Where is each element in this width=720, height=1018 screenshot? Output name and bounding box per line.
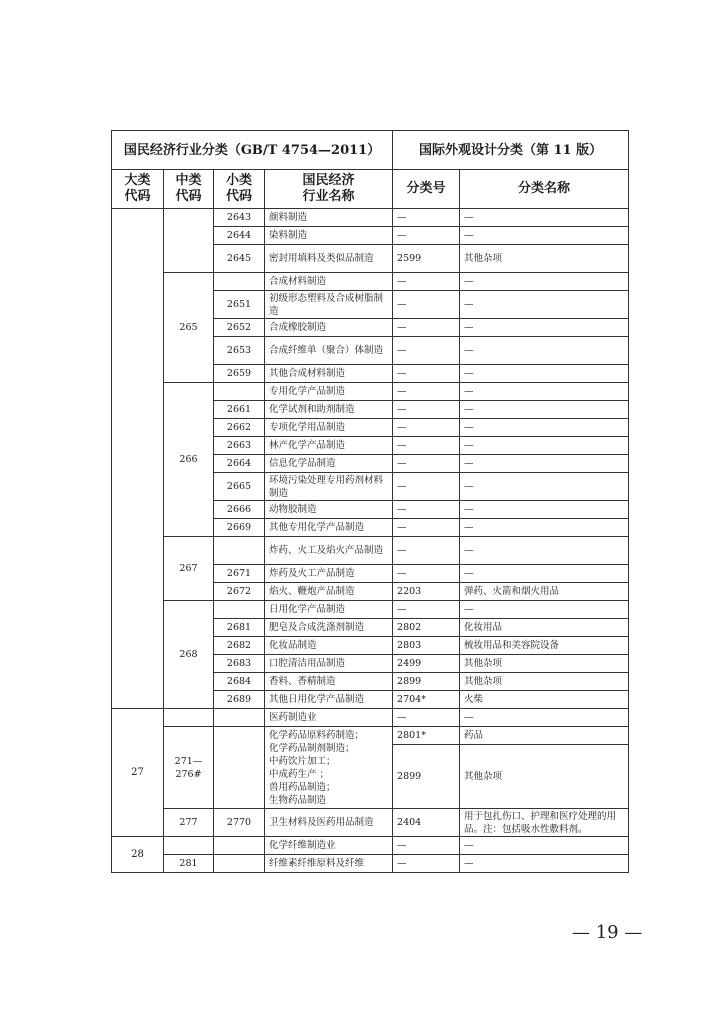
class-name-cell: 其他杂项: [460, 245, 629, 273]
classification-table: [111, 130, 629, 873]
class-name-cell: —: [460, 565, 629, 583]
industry-name-cell: 炸药、火工及焰火产品制造: [265, 537, 393, 565]
minor-code-cell: 2644: [214, 227, 265, 245]
medium-code-cell: [164, 837, 214, 855]
major-code-cell: 28: [112, 837, 164, 873]
industry-name-cell: 合成纤维单（聚合）体制造: [265, 337, 393, 365]
industry-name-cell: 专项化学用品制造: [265, 419, 393, 437]
class-no-cell: —: [393, 837, 460, 855]
class-no-cell: —: [393, 273, 460, 291]
class-name-cell: —: [460, 501, 629, 519]
class-no-cell: —: [393, 601, 460, 619]
minor-code-cell: 2663: [214, 437, 265, 455]
class-name-cell: —: [460, 319, 629, 337]
table-row: [112, 855, 629, 873]
industry-name-cell: 化妆品制造: [265, 637, 393, 655]
class-name-cell: —: [460, 709, 629, 727]
table-row: [112, 383, 629, 401]
medium-code-cell: 268: [164, 601, 214, 709]
medium-code-cell: 277: [164, 809, 214, 837]
class-no-cell: —: [393, 383, 460, 401]
minor-code-cell: 2684: [214, 673, 265, 691]
medium-code-cell: 271— 276#: [164, 727, 214, 809]
minor-code-cell: 2666: [214, 501, 265, 519]
class-no-cell: 2899: [393, 673, 460, 691]
industry-name-cell: 林产化学产品制造: [265, 437, 393, 455]
minor-code-cell: [214, 709, 265, 727]
class-name-cell: —: [460, 855, 629, 873]
class-no-cell: 2803: [393, 637, 460, 655]
class-name-cell: —: [460, 383, 629, 401]
minor-code-cell: 2651: [214, 291, 265, 319]
industry-name-cell: 环境污染处理专用药剂材料制造: [265, 473, 393, 501]
class-no-cell: 2899: [393, 745, 460, 809]
medium-code-cell: 265: [164, 273, 214, 383]
industry-name-cell: 染料制造: [265, 227, 393, 245]
right-section-title: 国际外观设计分类（第 11 版）: [393, 131, 629, 170]
minor-code-cell: 2689: [214, 691, 265, 709]
class-no-cell: —: [393, 401, 460, 419]
class-no-cell: —: [393, 337, 460, 365]
table-header-row: [112, 131, 629, 170]
minor-code-cell: 2683: [214, 655, 265, 673]
class-name-cell: 弹药、火箭和烟火用品: [460, 583, 629, 601]
minor-code-cell: [214, 601, 265, 619]
left-section-title: 国民经济行业分类（GB/T 4754—2011）: [112, 131, 393, 170]
class-no-cell: —: [393, 291, 460, 319]
class-no-cell: —: [393, 319, 460, 337]
class-name-cell: 其他杂项: [460, 745, 629, 809]
minor-code-cell: [214, 383, 265, 401]
medium-code-cell: [164, 209, 214, 273]
minor-code-cell: 2672: [214, 583, 265, 601]
class-no-cell: —: [393, 473, 460, 501]
class-name-cell: —: [460, 455, 629, 473]
minor-code-cell: [214, 273, 265, 291]
industry-name-cell: 专用化学产品制造: [265, 383, 393, 401]
industry-name-cell: 化学药品原料药制造； 化学药品制剂制造； 中药饮片加工； 中成药生产 ； 兽用药品制造； 生物药品制造: [265, 727, 393, 809]
minor-code-cell: 2643: [214, 209, 265, 227]
minor-code-cell: 2661: [214, 401, 265, 419]
table-row: [112, 209, 629, 227]
class-name-cell: 化妆用品: [460, 619, 629, 637]
class-no-cell: 2599: [393, 245, 460, 273]
class-no-cell: —: [393, 519, 460, 537]
industry-name-cell: 信息化学品制造: [265, 455, 393, 473]
table-row: [112, 809, 629, 837]
page-number: — 19 —: [572, 922, 643, 943]
class-name-cell: 其他杂项: [460, 655, 629, 673]
table-row: [112, 537, 629, 565]
class-no-cell: —: [393, 419, 460, 437]
table-row: [112, 273, 629, 291]
col-class-name-header: 分类名称: [460, 170, 629, 209]
class-name-cell: —: [460, 601, 629, 619]
minor-code-cell: 2645: [214, 245, 265, 273]
class-no-cell: 2404: [393, 809, 460, 837]
table-row: [112, 837, 629, 855]
class-no-cell: —: [393, 437, 460, 455]
class-name-cell: —: [460, 473, 629, 501]
industry-name-cell: 合成橡胶制造: [265, 319, 393, 337]
major-code-cell: [112, 209, 164, 709]
class-no-cell: —: [393, 537, 460, 565]
minor-code-cell: 2653: [214, 337, 265, 365]
minor-code-cell: 2664: [214, 455, 265, 473]
minor-code-cell: 2665: [214, 473, 265, 501]
minor-code-cell: 2770: [214, 809, 265, 837]
class-name-cell: —: [460, 837, 629, 855]
class-no-cell: —: [393, 501, 460, 519]
industry-name-cell: 卫生材料及医药用品制造: [265, 809, 393, 837]
class-name-cell: —: [460, 365, 629, 383]
industry-name-cell: 初级形态塑料及合成树脂制造: [265, 291, 393, 319]
industry-name-cell: 合成材料制造: [265, 273, 393, 291]
minor-code-cell: 2652: [214, 319, 265, 337]
industry-name-cell: 颜料制造: [265, 209, 393, 227]
class-name-cell: 其他杂项: [460, 673, 629, 691]
class-name-cell: —: [460, 437, 629, 455]
industry-name-cell: 纤维素纤维原料及纤维: [265, 855, 393, 873]
medium-code-cell: [164, 709, 214, 727]
minor-code-cell: 2659: [214, 365, 265, 383]
class-no-cell: 2704*: [393, 691, 460, 709]
minor-code-cell: 2681: [214, 619, 265, 637]
table-row: [112, 709, 629, 727]
class-no-cell: 2802: [393, 619, 460, 637]
minor-code-cell: 2669: [214, 519, 265, 537]
class-no-cell: —: [393, 365, 460, 383]
class-name-cell: —: [460, 273, 629, 291]
class-name-cell: 药品: [460, 727, 629, 745]
class-name-cell: —: [460, 419, 629, 437]
class-name-cell: —: [460, 337, 629, 365]
industry-name-cell: 其他合成材料制造: [265, 365, 393, 383]
class-name-cell: —: [460, 401, 629, 419]
medium-code-cell: 281: [164, 855, 214, 873]
major-code-cell: 27: [112, 709, 164, 837]
minor-code-cell: [214, 837, 265, 855]
class-no-cell: 2203: [393, 583, 460, 601]
industry-name-cell: 化学纤维制造业: [265, 837, 393, 855]
industry-name-cell: 密封用填料及类似品制造: [265, 245, 393, 273]
minor-code-cell: [214, 537, 265, 565]
class-name-cell: 火柴: [460, 691, 629, 709]
industry-name-cell: 化学试剂和助剂制造: [265, 401, 393, 419]
industry-name-cell: 香料、香精制造: [265, 673, 393, 691]
class-no-cell: —: [393, 209, 460, 227]
class-name-cell: —: [460, 227, 629, 245]
industry-name-cell: 动物胶制造: [265, 501, 393, 519]
minor-code-cell: [214, 727, 265, 809]
minor-code-cell: 2682: [214, 637, 265, 655]
medium-code-cell: 267: [164, 537, 214, 601]
industry-name-cell: 其他专用化学产品制造: [265, 519, 393, 537]
medium-code-cell: 266: [164, 383, 214, 537]
class-name-cell: —: [460, 537, 629, 565]
col-minor-header: 小类 代码: [214, 170, 265, 209]
industry-name-cell: 炸药及火工产品制造: [265, 565, 393, 583]
class-name-cell: —: [460, 209, 629, 227]
minor-code-cell: [214, 855, 265, 873]
industry-name-cell: 肥皂及合成洗涤剂制造: [265, 619, 393, 637]
class-name-cell: —: [460, 291, 629, 319]
industry-name-cell: 口腔清洁用品制造: [265, 655, 393, 673]
industry-name-cell: 焰火、鞭炮产品制造: [265, 583, 393, 601]
minor-code-cell: 2671: [214, 565, 265, 583]
col-medium-header: 中类 代码: [164, 170, 214, 209]
minor-code-cell: 2662: [214, 419, 265, 437]
class-name-cell: 梳妆用品和美容院设备: [460, 637, 629, 655]
table-row: [112, 601, 629, 619]
class-no-cell: 2499: [393, 655, 460, 673]
class-no-cell: —: [393, 565, 460, 583]
class-no-cell: —: [393, 709, 460, 727]
column-header-row: [112, 170, 629, 209]
class-name-cell: —: [460, 519, 629, 537]
industry-name-cell: 医药制造业: [265, 709, 393, 727]
col-industry-name-header: 国民经济 行业名称: [265, 170, 393, 209]
class-no-cell: —: [393, 855, 460, 873]
class-no-cell: 2801*: [393, 727, 460, 745]
industry-name-cell: 其他日用化学产品制造: [265, 691, 393, 709]
class-name-cell: 用于包扎伤口、护理和医疗处理的用品。注：包括吸水性敷料剂。: [460, 809, 629, 837]
col-class-no-header: 分类号: [393, 170, 460, 209]
industry-name-cell: 日用化学产品制造: [265, 601, 393, 619]
col-major-header: 大类 代码: [112, 170, 164, 209]
table-row: [112, 727, 629, 745]
class-no-cell: —: [393, 455, 460, 473]
class-no-cell: —: [393, 227, 460, 245]
